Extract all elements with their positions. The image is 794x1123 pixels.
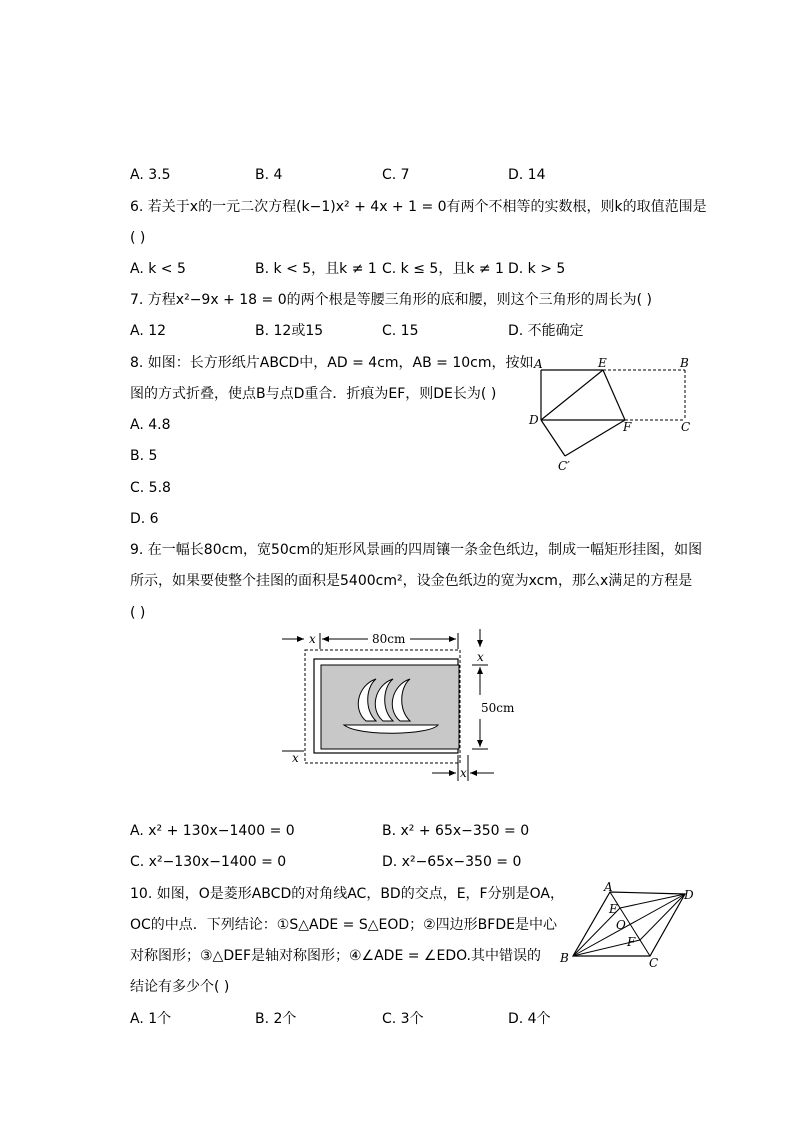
q10-stem-line2: OC的中点．下列结论：①S△ADE = S△EOD；②四边形BFDE是中心 xyxy=(130,917,557,933)
q7-option-c: C. 15 xyxy=(382,323,419,339)
q5-option-c: C. 7 xyxy=(382,167,410,183)
q5-option-b: B. 4 xyxy=(255,167,283,183)
q5-option-a: A. 3.5 xyxy=(130,167,171,183)
q10-option-c: C. 3个 xyxy=(382,1011,424,1027)
q8-option-b: B. 5 xyxy=(130,448,158,464)
q9-x-label-left: x xyxy=(292,751,299,765)
q8-label-a: A xyxy=(534,357,543,371)
q9-x-label-right: x xyxy=(477,650,484,664)
q6-stem-line2: ( ) xyxy=(130,230,146,246)
q6-option-c: C. k ≤ 5，且k ≠ 1 xyxy=(382,261,504,277)
q10-label-d: D xyxy=(684,888,694,902)
q6-option-a: A. k < 5 xyxy=(130,261,186,277)
q9-option-a: A. x² + 130x−1400 = 0 xyxy=(130,823,295,839)
q10-label-a: A xyxy=(604,880,613,894)
q10-label-o: O xyxy=(616,918,626,932)
q10-option-a: A. 1个 xyxy=(130,1011,172,1027)
q7-option-a: A. 12 xyxy=(130,323,167,339)
q9-stem-line1: 9. 在一幅长80cm，宽50cm的矩形风景画的四周镶一条金色纸边，制成一幅矩形挂图，如图 xyxy=(130,542,703,558)
q9-width-label: 80cm xyxy=(372,632,406,646)
q10-label-c: C xyxy=(649,956,659,970)
q9-x-label-bottom: x xyxy=(460,766,467,780)
q10-stem-line3: 对称图形；③△DEF是轴对称图形；④∠ADE = ∠EDO.其中错误的 xyxy=(130,948,542,964)
q6-option-b: B. k < 5，且k ≠ 1 xyxy=(255,261,377,277)
q9-stem-line2: 所示，如果要使整个挂图的面积是5400cm²，设金色纸边的宽为xcm，那么x满足的方程是 xyxy=(130,573,693,589)
q8-label-b: B xyxy=(680,356,689,370)
q6-stem-line1: 6. 若关于x的一元二次方程(k−1)x² + 4x + 1 = 0有两个不相等的实数根，则k的取值范围是 xyxy=(130,199,707,215)
q9-frame-figure xyxy=(280,625,515,785)
q8-option-d: D. 6 xyxy=(130,511,159,527)
q8-label-c: C xyxy=(681,420,691,434)
q7-option-d: D. 不能确定 xyxy=(508,323,584,339)
q9-option-d: D. x²−65x−350 = 0 xyxy=(382,854,522,870)
q10-label-e: E xyxy=(609,902,618,916)
q8-label-d: D xyxy=(529,413,539,427)
q10-rhombus-figure xyxy=(555,880,700,970)
q8-option-a: A. 4.8 xyxy=(130,417,171,433)
q10-label-f: F xyxy=(627,935,636,949)
q9-x-label-top: x xyxy=(309,632,316,646)
q6-option-d: D. k > 5 xyxy=(508,261,566,277)
q10-stem-line1: 10. 如图，O是菱形ABCD的对角线AC，BD的交点，E，F分别是OA， xyxy=(130,886,564,902)
q8-stem-line2: 图的方式折叠，使点B与点D重合．折痕为EF，则DE长为( ) xyxy=(130,386,497,402)
q8-label-c-prime: C′ xyxy=(558,459,570,473)
q8-label-e: E xyxy=(598,356,607,370)
q10-label-b: B xyxy=(560,951,569,965)
q8-stem-line1: 8. 如图：长方形纸片ABCD中，AD = 4cm，AB = 10cm，按如 xyxy=(130,355,534,371)
q10-stem-line4: 结论有多少个( ) xyxy=(130,979,230,995)
q8-label-f: F xyxy=(623,420,632,434)
q7-option-b: B. 12或15 xyxy=(255,323,324,339)
q10-option-b: B. 2个 xyxy=(255,1011,297,1027)
q9-stem-line3: ( ) xyxy=(130,605,146,621)
q9-option-b: B. x² + 65x−350 = 0 xyxy=(382,823,530,839)
q9-option-c: C. x²−130x−1400 = 0 xyxy=(130,854,287,870)
q7-stem: 7. 方程x²−9x + 18 = 0的两个根是等腰三角形的底和腰，则这个三角形的周长为( ) xyxy=(130,292,652,308)
q8-fold-figure xyxy=(525,352,700,477)
q8-option-c: C. 5.8 xyxy=(130,480,171,496)
q10-option-d: D. 4个 xyxy=(508,1011,551,1027)
q5-option-d: D. 14 xyxy=(508,167,546,183)
q9-height-label: 50cm xyxy=(481,701,515,715)
